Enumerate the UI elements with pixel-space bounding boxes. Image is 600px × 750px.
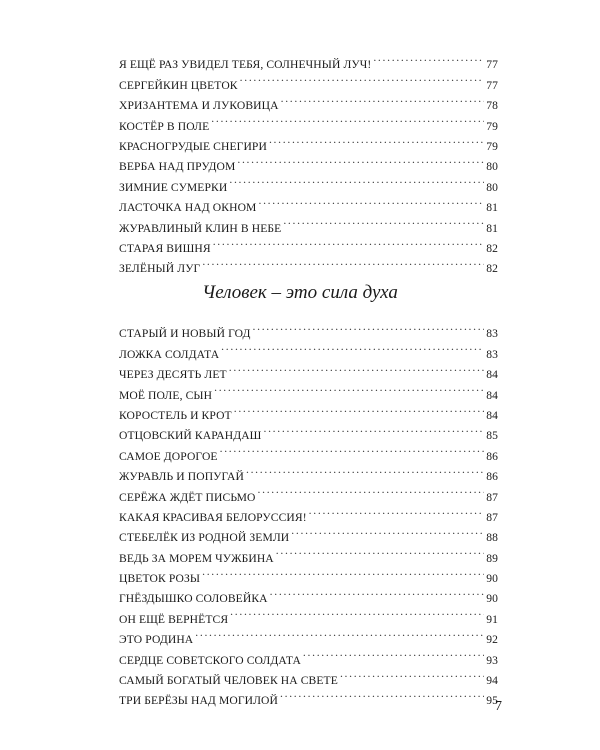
toc-entry-title: ХРИЗАНТЕМА И ЛУКОВИЦА <box>119 99 279 113</box>
toc-entry <box>119 48 498 72</box>
dot-leader <box>291 521 484 541</box>
dot-leader <box>214 378 484 398</box>
toc-entry-title: СЕРЁЖА ЖДЁТ ПИСЬМО <box>119 490 256 504</box>
toc-entry-page: 95 <box>486 694 498 708</box>
toc-entry-page: 86 <box>486 470 498 484</box>
toc-entry-title: Я ЕЩЁ РАЗ УВИДЕЛ ТЕБЯ, СОЛНЕЧНЫЙ ЛУЧ! <box>119 58 372 72</box>
dot-leader <box>237 150 484 170</box>
dot-leader <box>283 211 484 231</box>
dot-leader <box>202 562 484 582</box>
dot-leader <box>263 419 484 439</box>
dot-leader <box>303 643 484 663</box>
toc-entry-title: ВЕДЬ ЗА МОРЕМ ЧУЖБИНА <box>119 551 274 565</box>
dot-leader <box>240 68 485 88</box>
toc-entry-page: 77 <box>486 58 498 72</box>
toc-entry-title: ЦВЕТОК РОЗЫ <box>119 572 201 586</box>
dot-leader <box>211 109 484 129</box>
dot-leader <box>270 582 485 602</box>
toc-entry-title: СЕРГЕЙКИН ЦВЕТОК <box>119 78 238 92</box>
toc-entry-page: 87 <box>486 510 498 524</box>
dot-leader <box>258 191 484 211</box>
toc-entry-title: СТАРЫЙ И НОВЫЙ ГОД <box>119 327 251 341</box>
toc-entry-page: 93 <box>486 653 498 667</box>
toc-entry-title: ЛОЖКА СОЛДАТА <box>119 347 220 361</box>
toc-entry-page: 87 <box>486 490 498 504</box>
toc-list-part1 <box>119 48 498 276</box>
toc-entry-page: 92 <box>486 633 498 647</box>
dot-leader <box>230 602 484 622</box>
dot-leader <box>309 501 485 521</box>
toc-entry-title: КАКАЯ КРАСИВАЯ БЕЛОРУССИЯ! <box>119 510 307 524</box>
dot-leader <box>280 684 484 704</box>
toc-entry-title: КРАСНОГРУДЫЕ СНЕГИРИ <box>119 139 267 153</box>
section-heading: Человек – это сила духа <box>202 282 398 303</box>
toc-entry <box>119 317 498 341</box>
dot-leader <box>276 541 484 561</box>
toc-entry-page: 88 <box>486 531 498 545</box>
dot-leader <box>269 130 484 150</box>
toc-entry-page: 89 <box>486 551 498 565</box>
dot-leader <box>373 48 484 68</box>
toc-entry-page: 83 <box>486 347 498 361</box>
toc-entry-title: ВЕРБА НАД ПРУДОМ <box>119 160 236 174</box>
toc-entry-title: ЛАСТОЧКА НАД ОКНОМ <box>119 201 257 215</box>
toc-entry-title: ЗЕЛЁНЫЙ ЛУГ <box>119 262 201 276</box>
dot-leader <box>258 480 485 500</box>
dot-leader <box>202 252 484 272</box>
toc-entry-page: 94 <box>486 674 498 688</box>
toc-entry-title: ЖУРАВЛИНЫЙ КЛИН В НЕБЕ <box>119 221 282 235</box>
toc-entry-title: ЗИМНИЕ СУМЕРКИ <box>119 180 228 194</box>
toc-entry-page: 84 <box>486 408 498 422</box>
toc-entry-title: САМЫЙ БОГАТЫЙ ЧЕЛОВЕК НА СВЕТЕ <box>119 674 338 688</box>
toc-entry-page: 81 <box>486 201 498 215</box>
toc-entry-page: 82 <box>486 262 498 276</box>
dot-leader <box>253 317 485 337</box>
toc-entry-title: ТРИ БЕРЁЗЫ НАД МОГИЛОЙ <box>119 694 279 708</box>
toc-entry-title: СТЕБЕЛЁК ИЗ РОДНОЙ ЗЕМЛИ <box>119 531 290 545</box>
toc-entry-title: ГНЁЗДЫШКО СОЛОВЕЙКА <box>119 592 268 606</box>
dot-leader <box>213 232 485 252</box>
toc-entry-title: МОЁ ПОЛЕ, СЫН <box>119 388 213 402</box>
toc-entry-page: 86 <box>486 449 498 463</box>
dot-leader <box>221 337 484 357</box>
toc-entry-page: 90 <box>486 592 498 606</box>
toc-entry-title: СТАРАЯ ВИШНЯ <box>119 241 211 255</box>
toc-entry-page: 80 <box>486 160 498 174</box>
toc-entry-page: 91 <box>486 612 498 626</box>
dot-leader <box>281 89 485 109</box>
toc-entry-page: 79 <box>486 139 498 153</box>
dot-leader <box>229 358 484 378</box>
toc-entry-page: 85 <box>486 429 498 443</box>
toc-entry-page: 90 <box>486 572 498 586</box>
toc-entry-page: 84 <box>486 368 498 382</box>
toc-entry-title: СЕРДЦЕ СОВЕТСКОГО СОЛДАТА <box>119 653 301 667</box>
toc-entry-title: ЭТО РОДИНА <box>119 633 194 647</box>
toc-entry-page: 79 <box>486 119 498 133</box>
toc-entry-title: ЧЕРЕЗ ДЕСЯТЬ ЛЕТ <box>119 368 227 382</box>
dot-leader <box>220 439 485 459</box>
toc-entry-page: 82 <box>486 241 498 255</box>
toc-list-part2 <box>119 317 498 708</box>
toc-entry-page: 78 <box>486 99 498 113</box>
toc-entry-page: 84 <box>486 388 498 402</box>
dot-leader <box>246 460 484 480</box>
dot-leader <box>234 399 484 419</box>
toc-entry-page: 83 <box>486 327 498 341</box>
toc-entry-page: 80 <box>486 180 498 194</box>
toc-entry-title: КОСТЁР В ПОЛЕ <box>119 119 210 133</box>
toc-entry-title: ОН ЕЩЁ ВЕРНЁТСЯ <box>119 612 229 626</box>
dot-leader <box>340 664 484 684</box>
toc-entry-page: 81 <box>486 221 498 235</box>
toc-entry-title: ОТЦОВСКИЙ КАРАНДАШ <box>119 429 262 443</box>
page-number: 7 <box>495 699 502 714</box>
toc-entry-title: КОРОСТЕЛЬ И КРОТ <box>119 408 232 422</box>
toc-entry-title: ЖУРАВЛЬ И ПОПУГАЙ <box>119 470 244 484</box>
dot-leader <box>229 170 484 190</box>
dot-leader <box>195 623 484 643</box>
toc-entry-title: САМОЕ ДОРОГОЕ <box>119 449 218 463</box>
toc-entry-page: 77 <box>486 78 498 92</box>
